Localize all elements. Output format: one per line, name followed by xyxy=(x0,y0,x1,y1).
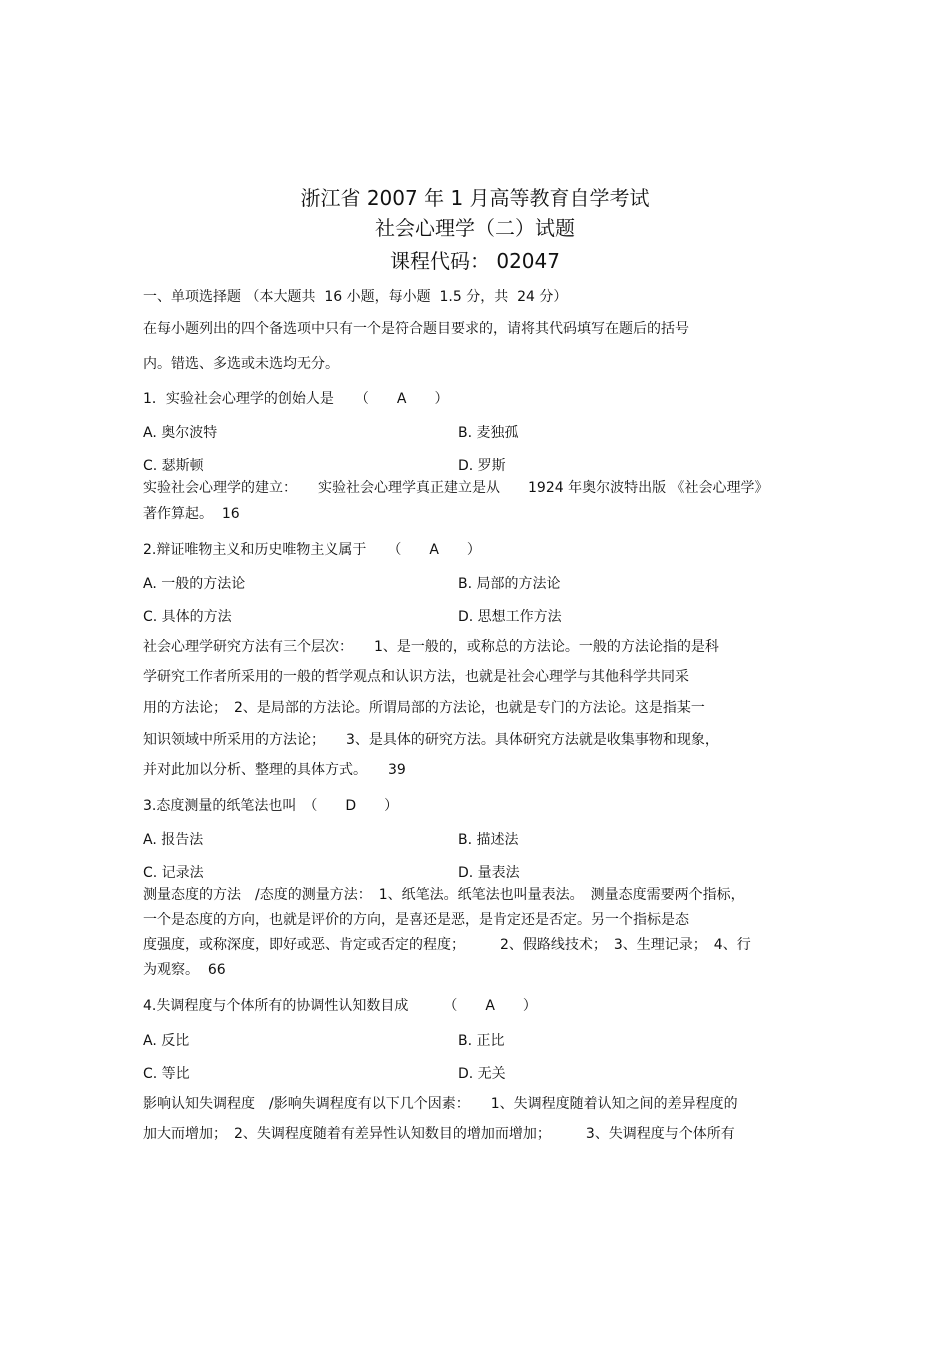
option-b: B. 麦独孤 xyxy=(458,425,519,441)
question-stem: 1．实验社会心理学的创始人是 （ A ） xyxy=(143,391,449,407)
explanation-line: 学研究工作者所采用的一般的哲学观点和认识方法，也就是社会心理学与其他科学共同采 xyxy=(143,669,689,685)
explanation-line: 为观察。 66 xyxy=(143,962,226,978)
explanation-line: 一个是态度的方向，也就是评价的方向，是喜还是恶，是肯定还是否定。另一个指标是态 xyxy=(143,912,689,928)
exam-subject: 社会心理学（二）试题 xyxy=(375,216,575,240)
option-b: B. 局部的方法论 xyxy=(458,576,561,592)
instruction-line: 在每小题列出的四个备选项中只有一个是符合题目要求的，请将其代码填写在题后的括号 xyxy=(143,321,689,337)
option-a: A. 反比 xyxy=(143,1033,190,1049)
option-c: C. 具体的方法 xyxy=(143,609,232,625)
option-c: C. 等比 xyxy=(143,1066,190,1082)
exam-title: 浙江省 2007 年 1 月高等教育自学考试 xyxy=(300,186,650,210)
explanation-line: 实验社会心理学的建立： 实验社会心理学真正建立是从 1924 年奥尔波特出版 《社会心理学》 xyxy=(143,480,769,496)
explanation-line: 度强度，或称深度，即好或恶、肯定或否定的程度； 2、假路线技术； 3、生理记录； 4、行 xyxy=(143,937,751,953)
option-a: A. 一般的方法论 xyxy=(143,576,246,592)
explanation-line: 用的方法论； 2、是局部的方法论。所谓局部的方法论，也就是专门的方法论。这是指某一 xyxy=(143,700,705,716)
section-heading: 一、单项选择题 （本大题共 16 小题，每小题 1.5 分，共 24 分） xyxy=(143,289,568,305)
option-a: A. 奥尔波特 xyxy=(143,425,218,441)
course-code: 课程代码： 02047 xyxy=(390,249,560,273)
option-a: A. 报告法 xyxy=(143,832,204,848)
explanation-line: 著作算起。 16 xyxy=(143,506,240,522)
option-d: D. 量表法 xyxy=(458,865,520,881)
explanation-line: 影响认知失调程度 /影响失调程度有以下几个因素： 1、失调程度随着认知之间的差异程度的 xyxy=(143,1096,738,1112)
option-d: D. 罗斯 xyxy=(458,458,506,474)
question-stem: 3.态度测量的纸笔法也叫 （ D ） xyxy=(143,798,399,814)
option-b: B. 正比 xyxy=(458,1033,505,1049)
explanation-line: 加大而增加； 2、失调程度随着有差异性认知数目的增加而增加； 3、失调程度与个体所有 xyxy=(143,1126,735,1142)
question-stem: 2.辩证唯物主义和历史唯物主义属于 （ A ） xyxy=(143,542,481,558)
question-stem: 4.失调程度与个体所有的协调性认知数目成 （ A ） xyxy=(143,998,537,1014)
instruction-line: 内。错选、多选或未选均无分。 xyxy=(143,356,339,372)
explanation-line: 并对此加以分析、整理的具体方式。 39 xyxy=(143,762,406,778)
option-c: C. 瑟斯顿 xyxy=(143,458,204,474)
explanation-line: 知识领域中所采用的方法论； 3、是具体的研究方法。具体研究方法就是收集事物和现象， xyxy=(143,732,719,748)
option-c: C. 记录法 xyxy=(143,865,204,881)
option-b: B. 描述法 xyxy=(458,832,519,848)
explanation-line: 测量态度的方法 /态度的测量方法： 1、纸笔法。纸笔法也叫量表法。 测量态度需要两个指标， xyxy=(143,887,745,903)
option-d: D. 无关 xyxy=(458,1066,506,1082)
explanation-line: 社会心理学研究方法有三个层次： 1、是一般的，或称总的方法论。一般的方法论指的是科 xyxy=(143,639,719,655)
option-d: D. 思想工作方法 xyxy=(458,609,562,625)
